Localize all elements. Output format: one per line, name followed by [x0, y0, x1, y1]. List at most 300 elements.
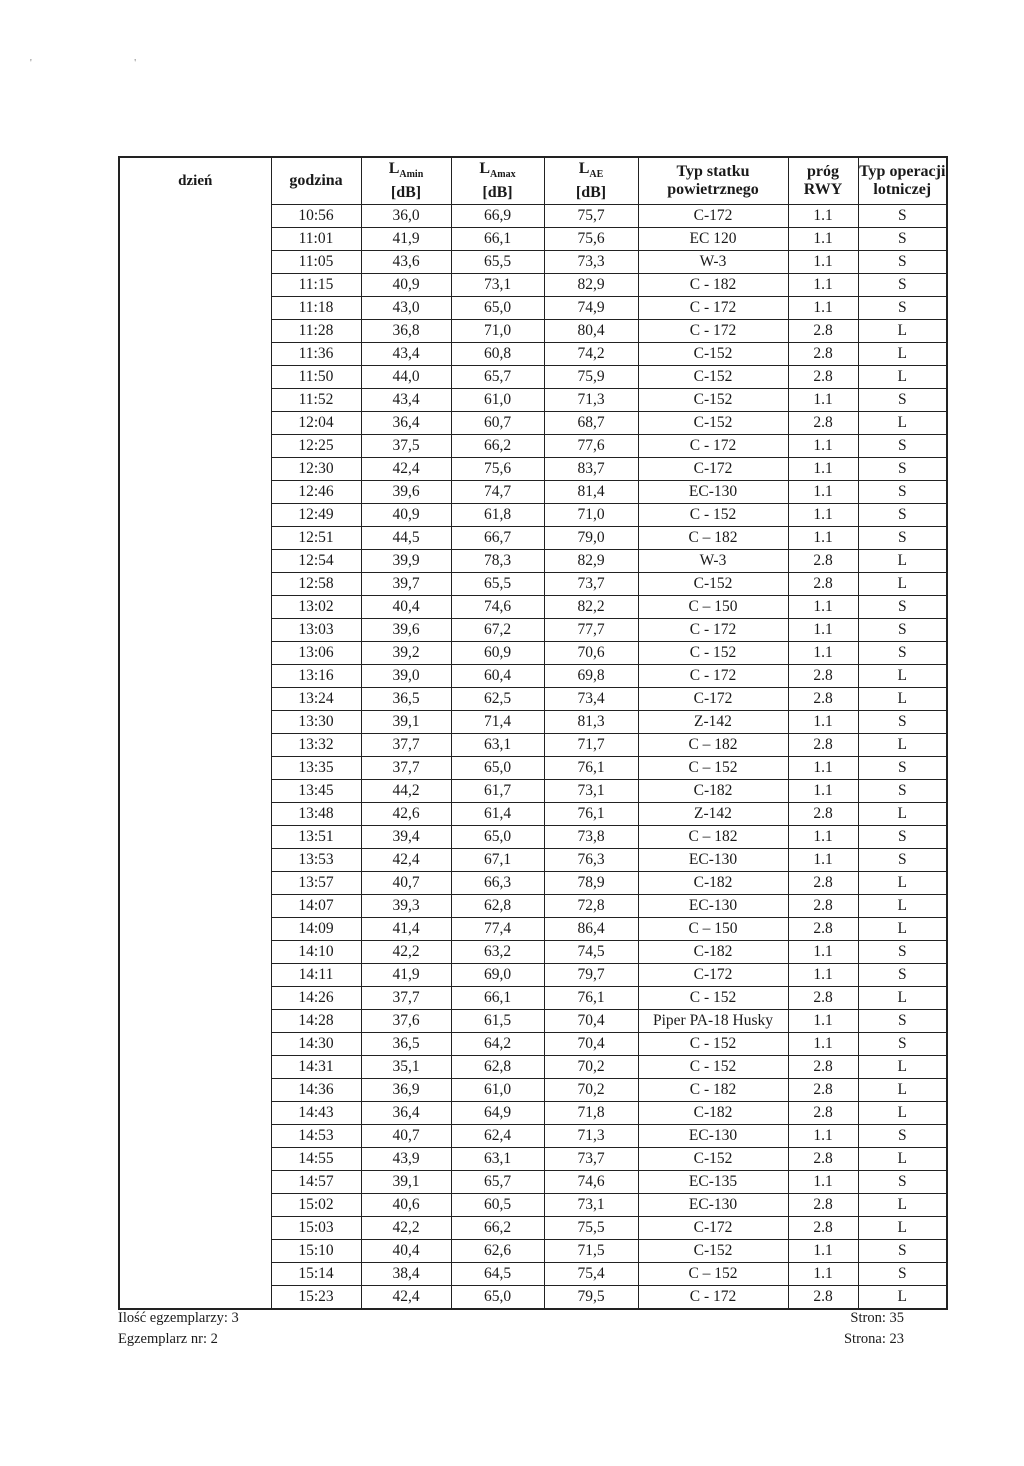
- cell-time: 12:25: [271, 435, 361, 458]
- cell-lamin: 39,4: [361, 826, 451, 849]
- cell-aircraft: C-152: [638, 343, 788, 366]
- cell-aircraft: C - 172: [638, 320, 788, 343]
- cell-lamax: 61,8: [451, 504, 544, 527]
- cell-time: 13:30: [271, 711, 361, 734]
- cell-lamax: 65,5: [451, 251, 544, 274]
- table-row: [119, 251, 947, 274]
- cell-day: [119, 803, 271, 826]
- table-row: [119, 757, 947, 780]
- cell-runway: 1.1: [788, 389, 858, 412]
- cell-aircraft: W-3: [638, 550, 788, 573]
- cell-lamin: 42,4: [361, 1286, 451, 1310]
- header-lae-unit: [dB]: [575, 184, 607, 202]
- cell-aircraft: C-182: [638, 872, 788, 895]
- cell-time: 11:36: [271, 343, 361, 366]
- cell-runway: 1.1: [788, 527, 858, 550]
- cell-aircraft: C – 152: [638, 757, 788, 780]
- cell-day: [119, 596, 271, 619]
- cell-time: 14:07: [271, 895, 361, 918]
- cell-runway: 1.1: [788, 251, 858, 274]
- cell-lae: 68,7: [544, 412, 638, 435]
- cell-runway: 1.1: [788, 1010, 858, 1033]
- page-number: Strona: 23: [843, 1331, 904, 1347]
- cell-time: 15:03: [271, 1217, 361, 1240]
- cell-lamax: 65,0: [451, 1286, 544, 1310]
- cell-time: 14:28: [271, 1010, 361, 1033]
- cell-lamax: 66,2: [451, 1217, 544, 1240]
- cell-day: [119, 734, 271, 757]
- cell-time: 12:54: [271, 550, 361, 573]
- cell-time: 10:56: [271, 205, 361, 228]
- cell-aircraft: C – 150: [638, 596, 788, 619]
- cell-lamax: 66,7: [451, 527, 544, 550]
- header-lamin-unit: [dB]: [390, 184, 422, 202]
- cell-operation: S: [858, 642, 947, 665]
- cell-day: [119, 1079, 271, 1102]
- cell-runway: 1.1: [788, 1171, 858, 1194]
- cell-operation: S: [858, 849, 947, 872]
- cell-aircraft: Z-142: [638, 711, 788, 734]
- cell-time: 13:24: [271, 688, 361, 711]
- cell-aircraft: C - 152: [638, 504, 788, 527]
- cell-operation: S: [858, 826, 947, 849]
- cell-time: 13:02: [271, 596, 361, 619]
- cell-lae: 71,8: [544, 1102, 638, 1125]
- cell-lae: 77,7: [544, 619, 638, 642]
- cell-operation: S: [858, 274, 947, 297]
- cell-operation: S: [858, 1125, 947, 1148]
- cell-lae: 71,5: [544, 1240, 638, 1263]
- cell-lamin: 36,5: [361, 688, 451, 711]
- cell-lae: 79,5: [544, 1286, 638, 1310]
- cell-operation: S: [858, 941, 947, 964]
- cell-operation: S: [858, 297, 947, 320]
- table-row: [119, 550, 947, 573]
- cell-lamax: 63,1: [451, 734, 544, 757]
- cell-day: [119, 1033, 271, 1056]
- cell-aircraft: Z-142: [638, 803, 788, 826]
- cell-runway: 2.8: [788, 734, 858, 757]
- cell-aircraft: C - 152: [638, 642, 788, 665]
- cell-time: 14:53: [271, 1125, 361, 1148]
- cell-day: [119, 1286, 271, 1310]
- cell-aircraft: C-182: [638, 1102, 788, 1125]
- cell-operation: S: [858, 1171, 947, 1194]
- cell-lamax: 67,1: [451, 849, 544, 872]
- cell-operation: S: [858, 1010, 947, 1033]
- cell-time: 14:26: [271, 987, 361, 1010]
- cell-operation: S: [858, 504, 947, 527]
- cell-lamin: 42,4: [361, 849, 451, 872]
- cell-runway: 1.1: [788, 964, 858, 987]
- cell-operation: S: [858, 228, 947, 251]
- cell-lamax: 74,7: [451, 481, 544, 504]
- cell-operation: L: [858, 895, 947, 918]
- cell-lamin: 37,6: [361, 1010, 451, 1033]
- header-operation-type: [858, 157, 947, 205]
- cell-time: 15:14: [271, 1263, 361, 1286]
- cell-day: [119, 642, 271, 665]
- table-row: [119, 1171, 947, 1194]
- cell-lamin: 36,9: [361, 1079, 451, 1102]
- cell-lamin: 42,2: [361, 941, 451, 964]
- table-row: [119, 527, 947, 550]
- cell-day: [119, 895, 271, 918]
- cell-lamax: 62,4: [451, 1125, 544, 1148]
- cell-time: 13:03: [271, 619, 361, 642]
- table-row: [119, 872, 947, 895]
- table-row: [119, 481, 947, 504]
- cell-time: 11:52: [271, 389, 361, 412]
- cell-aircraft: C-182: [638, 941, 788, 964]
- cell-runway: 1.1: [788, 458, 858, 481]
- cell-runway: 2.8: [788, 573, 858, 596]
- cell-day: [119, 320, 271, 343]
- cell-lae: 86,4: [544, 918, 638, 941]
- cell-lamin: 44,0: [361, 366, 451, 389]
- cell-day: [119, 987, 271, 1010]
- cell-runway: 1.1: [788, 711, 858, 734]
- cell-operation: L: [858, 550, 947, 573]
- cell-lae: 79,0: [544, 527, 638, 550]
- table-row: [119, 734, 947, 757]
- cell-lamin: 43,9: [361, 1148, 451, 1171]
- table-row: [119, 780, 947, 803]
- cell-time: 13:45: [271, 780, 361, 803]
- cell-lamin: 42,2: [361, 1217, 451, 1240]
- cell-lae: 70,4: [544, 1010, 638, 1033]
- cell-aircraft: C - 152: [638, 1033, 788, 1056]
- header-lae-symbol: L: [578, 159, 590, 177]
- header-runway: [788, 157, 858, 205]
- cell-runway: 2.8: [788, 1079, 858, 1102]
- cell-time: 15:23: [271, 1286, 361, 1310]
- cell-operation: L: [858, 1079, 947, 1102]
- cell-day: [119, 964, 271, 987]
- cell-day: [119, 550, 271, 573]
- cell-runway: 1.1: [788, 228, 858, 251]
- cell-operation: L: [858, 412, 947, 435]
- cell-aircraft: C-172: [638, 458, 788, 481]
- table-row: [119, 964, 947, 987]
- table-row: [119, 849, 947, 872]
- cell-time: 14:36: [271, 1079, 361, 1102]
- cell-lamin: 40,6: [361, 1194, 451, 1217]
- cell-lae: 81,3: [544, 711, 638, 734]
- cell-lamax: 77,4: [451, 918, 544, 941]
- cell-lae: 70,4: [544, 1033, 638, 1056]
- cell-day: [119, 872, 271, 895]
- cell-time: 14:43: [271, 1102, 361, 1125]
- cell-lamin: 35,1: [361, 1056, 451, 1079]
- table-row: [119, 1010, 947, 1033]
- cell-day: [119, 274, 271, 297]
- cell-lamin: 39,2: [361, 642, 451, 665]
- cell-operation: S: [858, 481, 947, 504]
- cell-lae: 82,9: [544, 274, 638, 297]
- table-row: [119, 228, 947, 251]
- cell-lamin: 37,7: [361, 734, 451, 757]
- cell-lamin: 39,1: [361, 1171, 451, 1194]
- table-row: [119, 596, 947, 619]
- table-row: [119, 1286, 947, 1310]
- cell-operation: L: [858, 1102, 947, 1125]
- table-row: [119, 458, 947, 481]
- cell-operation: L: [858, 343, 947, 366]
- cell-time: 13:53: [271, 849, 361, 872]
- cell-lamax: 65,0: [451, 826, 544, 849]
- cell-lamin: 40,4: [361, 596, 451, 619]
- cell-aircraft: C - 172: [638, 435, 788, 458]
- cell-lamax: 60,7: [451, 412, 544, 435]
- cell-lamax: 65,5: [451, 573, 544, 596]
- table-row: [119, 205, 947, 228]
- cell-runway: 2.8: [788, 987, 858, 1010]
- cell-lamax: 71,4: [451, 711, 544, 734]
- cell-lae: 69,8: [544, 665, 638, 688]
- header-operation-line2: lotniczej: [873, 181, 932, 198]
- cell-operation: S: [858, 1263, 947, 1286]
- cell-lamax: 74,6: [451, 596, 544, 619]
- cell-lamax: 62,8: [451, 1056, 544, 1079]
- cell-runway: 1.1: [788, 941, 858, 964]
- cell-lamin: 41,9: [361, 964, 451, 987]
- cell-day: [119, 297, 271, 320]
- cell-operation: L: [858, 1056, 947, 1079]
- cell-lamin: 39,7: [361, 573, 451, 596]
- cell-operation: S: [858, 251, 947, 274]
- cell-lae: 73,7: [544, 573, 638, 596]
- scan-marks: ' ': [30, 58, 187, 69]
- cell-lamin: 39,3: [361, 895, 451, 918]
- cell-lamin: 36,8: [361, 320, 451, 343]
- cell-day: [119, 665, 271, 688]
- cell-aircraft: C - 152: [638, 1056, 788, 1079]
- cell-time: 14:55: [271, 1148, 361, 1171]
- cell-lamax: 65,0: [451, 297, 544, 320]
- cell-runway: 2.8: [788, 320, 858, 343]
- cell-operation: L: [858, 1217, 947, 1240]
- cell-operation: L: [858, 803, 947, 826]
- cell-day: [119, 1263, 271, 1286]
- cell-operation: S: [858, 205, 947, 228]
- header-runway-line1: próg: [807, 163, 839, 180]
- cell-operation: L: [858, 987, 947, 1010]
- cell-day: [119, 826, 271, 849]
- cell-lae: 73,4: [544, 688, 638, 711]
- cell-lamin: 36,4: [361, 1102, 451, 1125]
- cell-aircraft: EC 120: [638, 228, 788, 251]
- cell-lamin: 36,0: [361, 205, 451, 228]
- cell-day: [119, 573, 271, 596]
- cell-time: 11:50: [271, 366, 361, 389]
- cell-runway: 2.8: [788, 550, 858, 573]
- header-aircraft-line1: Typ statku: [676, 163, 750, 180]
- cell-lae: 82,2: [544, 596, 638, 619]
- cell-lamin: 41,9: [361, 228, 451, 251]
- cell-lamin: 39,6: [361, 619, 451, 642]
- cell-lae: 74,6: [544, 1171, 638, 1194]
- cell-time: 11:15: [271, 274, 361, 297]
- cell-lamax: 61,4: [451, 803, 544, 826]
- cell-lamin: 44,5: [361, 527, 451, 550]
- cell-runway: 2.8: [788, 872, 858, 895]
- cell-lamax: 65,7: [451, 1171, 544, 1194]
- cell-lamax: 64,5: [451, 1263, 544, 1286]
- table-row: [119, 389, 947, 412]
- total-pages: Stron: 35: [850, 1310, 904, 1326]
- cell-lamin: 43,4: [361, 343, 451, 366]
- cell-lae: 82,9: [544, 550, 638, 573]
- cell-runway: 2.8: [788, 343, 858, 366]
- header-lamin-symbol: L: [388, 159, 400, 177]
- cell-runway: 1.1: [788, 849, 858, 872]
- cell-lae: 75,7: [544, 205, 638, 228]
- table-body: [119, 205, 947, 1310]
- table-row: [119, 711, 947, 734]
- cell-operation: L: [858, 665, 947, 688]
- cell-time: 13:35: [271, 757, 361, 780]
- cell-runway: 1.1: [788, 619, 858, 642]
- cell-lamin: 37,5: [361, 435, 451, 458]
- table-row: [119, 826, 947, 849]
- cell-aircraft: EC-130: [638, 481, 788, 504]
- cell-lae: 75,5: [544, 1217, 638, 1240]
- cell-time: 12:49: [271, 504, 361, 527]
- cell-lae: 79,7: [544, 964, 638, 987]
- cell-lae: 76,1: [544, 803, 638, 826]
- header-aircraft-type: [638, 157, 788, 205]
- cell-time: 14:10: [271, 941, 361, 964]
- cell-aircraft: C - 172: [638, 619, 788, 642]
- cell-time: 14:11: [271, 964, 361, 987]
- cell-time: 14:31: [271, 1056, 361, 1079]
- cell-lamin: 36,4: [361, 412, 451, 435]
- table-row: [119, 1079, 947, 1102]
- cell-aircraft: C – 150: [638, 918, 788, 941]
- cell-lae: 83,7: [544, 458, 638, 481]
- cell-time: 12:58: [271, 573, 361, 596]
- cell-lae: 81,4: [544, 481, 638, 504]
- cell-operation: S: [858, 527, 947, 550]
- cell-day: [119, 458, 271, 481]
- cell-day: [119, 849, 271, 872]
- cell-lamin: 39,6: [361, 481, 451, 504]
- cell-aircraft: C – 182: [638, 734, 788, 757]
- cell-aircraft: Piper PA-18 Husky: [638, 1010, 788, 1033]
- cell-aircraft: C - 172: [638, 1286, 788, 1310]
- cell-operation: L: [858, 1194, 947, 1217]
- cell-runway: 2.8: [788, 1148, 858, 1171]
- cell-day: [119, 1240, 271, 1263]
- cell-day: [119, 1171, 271, 1194]
- cell-lae: 76,1: [544, 987, 638, 1010]
- cell-runway: 1.1: [788, 780, 858, 803]
- cell-operation: L: [897, 1288, 907, 1305]
- cell-operation: S: [858, 1033, 947, 1056]
- cell-time: 13:16: [271, 665, 361, 688]
- cell-day: [119, 251, 271, 274]
- table-row: [119, 274, 947, 297]
- cell-lamin: 42,4: [361, 458, 451, 481]
- table-header-row: [119, 157, 947, 205]
- cell-lamin: 37,7: [361, 987, 451, 1010]
- cell-lamax: 73,1: [451, 274, 544, 297]
- cell-lamax: 61,0: [451, 1079, 544, 1102]
- cell-day: [119, 1148, 271, 1171]
- cell-lamax: 60,8: [451, 343, 544, 366]
- cell-runway: 2.8: [788, 366, 858, 389]
- header-hour-label: godzina: [289, 172, 343, 189]
- cell-runway: 2.8: [788, 1217, 858, 1240]
- cell-day: [119, 918, 271, 941]
- cell-runway: 2.8: [788, 1102, 858, 1125]
- table-row: [119, 366, 947, 389]
- cell-operation: S: [858, 780, 947, 803]
- cell-runway: 1.1: [788, 1263, 858, 1286]
- cell-lamin: 39,0: [361, 665, 451, 688]
- cell-lamin: 44,2: [361, 780, 451, 803]
- cell-aircraft: C-152: [638, 573, 788, 596]
- table-row: [119, 941, 947, 964]
- cell-lamax: 66,2: [451, 435, 544, 458]
- cell-day: [119, 435, 271, 458]
- cell-runway: 1.1: [788, 504, 858, 527]
- cell-runway: 2.8: [788, 895, 858, 918]
- table-row: [119, 1194, 947, 1217]
- cell-lae: 73,1: [544, 780, 638, 803]
- cell-lamin: 38,4: [361, 1263, 451, 1286]
- table-row: [119, 435, 947, 458]
- cell-aircraft: C-152: [638, 412, 788, 435]
- cell-operation: S: [858, 1240, 947, 1263]
- cell-lae: 72,8: [544, 895, 638, 918]
- cell-runway: 2.8: [788, 688, 858, 711]
- table-row: [119, 895, 947, 918]
- cell-aircraft: C – 182: [638, 527, 788, 550]
- table-row: [119, 343, 947, 366]
- cell-aircraft: C - 182: [638, 1079, 788, 1102]
- table-row: [119, 1102, 947, 1125]
- cell-day: [119, 366, 271, 389]
- cell-lamax: 65,0: [451, 757, 544, 780]
- cell-aircraft: C – 152: [638, 1263, 788, 1286]
- cell-day: [119, 1056, 271, 1079]
- header-lamax-symbol: L: [479, 159, 491, 177]
- cell-day: [119, 1102, 271, 1125]
- header-operation-line1: Typ operacji: [859, 163, 946, 180]
- cell-runway: 2.8: [788, 1056, 858, 1079]
- cell-lamax: 66,1: [451, 228, 544, 251]
- cell-day: [119, 343, 271, 366]
- cell-runway: 2.8: [788, 412, 858, 435]
- table-row: [119, 1148, 947, 1171]
- cell-lae: 70,2: [544, 1056, 638, 1079]
- cell-lamax: 60,4: [451, 665, 544, 688]
- table-row: [119, 918, 947, 941]
- cell-lamax: 75,6: [451, 458, 544, 481]
- cell-aircraft: W-3: [638, 251, 788, 274]
- cell-aircraft: C - 172: [638, 665, 788, 688]
- cell-lamax: 60,9: [451, 642, 544, 665]
- cell-lamax: 78,3: [451, 550, 544, 573]
- cell-operation: L: [858, 688, 947, 711]
- cell-runway: 1.1: [788, 826, 858, 849]
- cell-day: [119, 412, 271, 435]
- cell-lamax: 61,7: [451, 780, 544, 803]
- table-row: [119, 1125, 947, 1148]
- cell-time: 13:57: [271, 872, 361, 895]
